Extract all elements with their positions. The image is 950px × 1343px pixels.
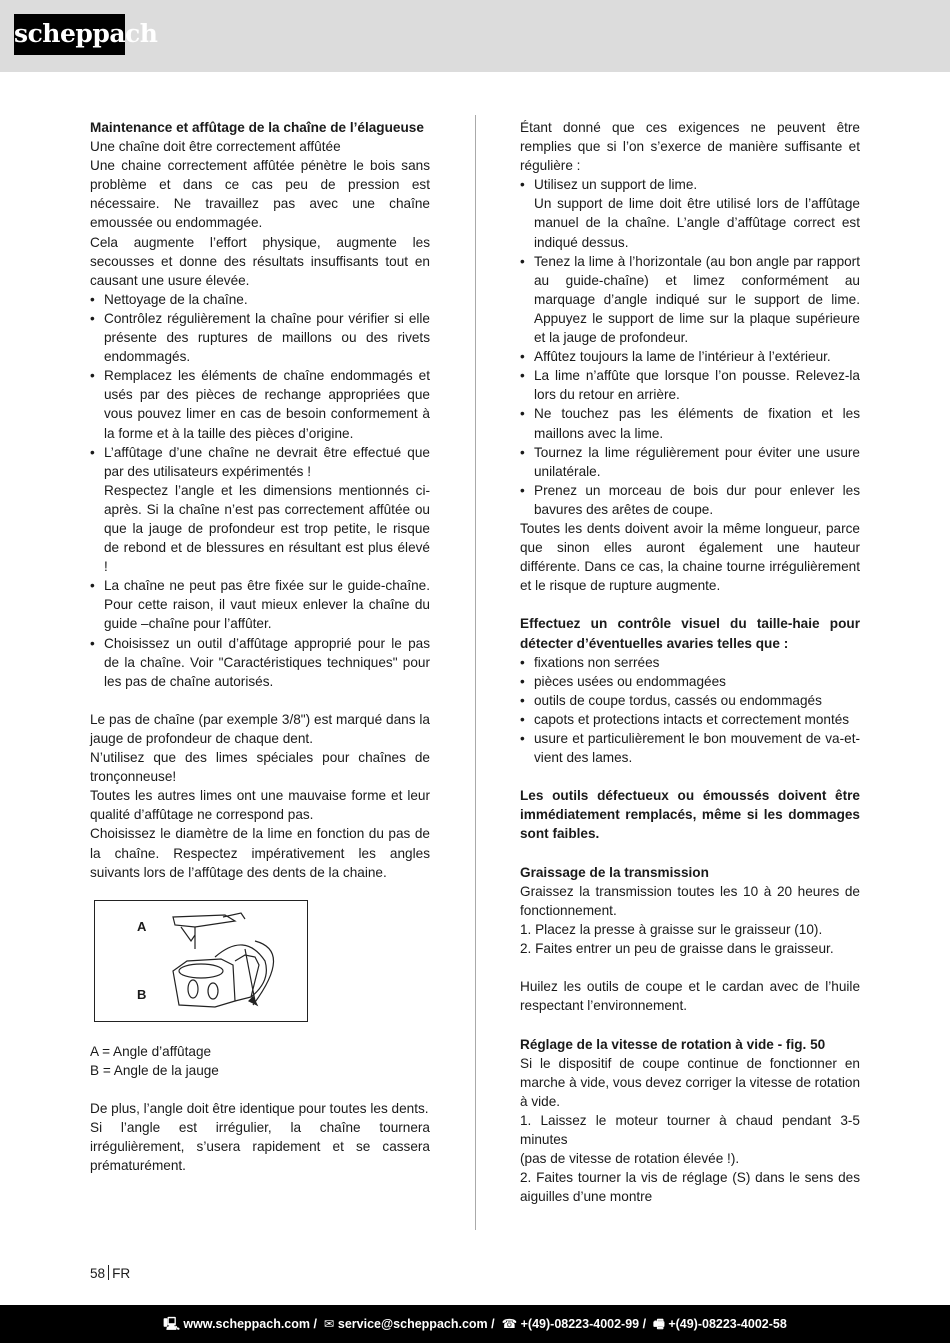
fax-number: +(49)-08223-4002-58: [668, 1317, 787, 1331]
list-item: • Prenez un morceau de bois dur pour enlever les bavures des arêtes de coupe.: [520, 481, 860, 519]
warning-text: Les outils défectueux ou émoussés doivent être immédiatement remplacés, même si les dommages sont faibles.: [520, 788, 860, 842]
list-item: [520, 175, 860, 251]
paragraph: Graissez la transmission toutes les 10 à 20 heures de fonctionnement.: [520, 883, 860, 918]
step-item: 1. Placez la presse à graisse sur le graisseur (10).: [520, 921, 823, 937]
step-item: 2. Faites entrer un peu de graisse dans le graisseur.: [520, 941, 834, 957]
visual-check-title: Effectuez un contrôle visuel du taille-haie pour détecter d’éventuelles avaries telles que :: [520, 616, 860, 651]
list-item: • outils de coupe tordus, cassés ou endommagés: [520, 691, 860, 710]
section-title: Maintenance et affûtage de la chaîne de l’élagueuse: [90, 120, 424, 135]
paragraph: Choisissez le diamètre de la lime en fonction du pas de la chaîne. Respectez impérativement les angles suivants lors de l’affûtage des dents de la chaine.: [90, 826, 430, 880]
list-item: • Affûtez toujours la lame de l’intérieur à l’extérieur.: [520, 347, 860, 366]
list-item: • Ne touchez pas les éléments de fixation et les maillons avec la lime.: [520, 404, 860, 442]
list-item-continuation: Respectez l’angle et les dimensions mentionnés ci-après. Si la chaîne n’est pas correctement affûtée ou que la jauge de profondeur est trop petite, le risque de rebond et de blessures en résultant est plus élevé !: [104, 482, 430, 575]
right-column: [520, 118, 860, 1206]
list-item-text: L’affûtage d’une chaîne ne devrait être effectué que par des utilisateurs expérimentés !: [104, 444, 430, 479]
email-link[interactable]: service@scheppach.com /: [337, 1317, 495, 1331]
page-lang: FR: [112, 1266, 131, 1281]
legend-b: B = Angle de la jauge: [90, 1062, 219, 1078]
brand-logo: scheppach: [14, 14, 125, 55]
list-item: • pièces usées ou endommagées: [520, 672, 860, 691]
legend-a: A = Angle d’affûtage: [90, 1043, 212, 1059]
paragraph: De plus, l’angle doit être identique pour toutes les dents.: [90, 1101, 429, 1117]
paragraph: Si le dispositif de coupe continue de fonctionner en marche à vide, vous devez corriger la vitesse de rotation à vide.: [520, 1055, 861, 1109]
step-item: (pas de vitesse de rotation élevée !).: [520, 1151, 740, 1167]
bullet-list: [90, 290, 430, 691]
list-item-text: Utilisez un support de lime.: [534, 177, 698, 193]
phone-number: +(49)-08223-4002-99 /: [520, 1317, 647, 1331]
paragraph: Cela augmente l’effort physique, augmente les secousses et donne des résultats insuffisants tout en causant une usure élevée.: [90, 234, 430, 288]
paragraph: Huilez les outils de coupe et le cardan avec de l’huile respectant l’environnement.: [520, 979, 860, 1014]
paragraph: Si l’angle est irrégulier, la chaîne tournera irrégulièrement, s’usera rapidement et se cassera prématurément.: [90, 1120, 430, 1174]
grease-title: Graissage de la transmission: [520, 864, 709, 880]
sharpening-angle-figure: [94, 900, 308, 1022]
visual-check-list: [520, 653, 860, 768]
column-divider: [475, 115, 476, 1230]
list-item-continuation: Un support de lime doit être utilisé lors de l’affûtage manuel de la chaîne. L’angle d’affûtage correct est indiqué dessus.: [534, 196, 860, 250]
list-item: • Nettoyage de la chaîne.: [90, 290, 430, 309]
list-item: • Remplacez les éléments de chaîne endommagés et usés par des pièces de rechange appropriées que vous pouvez limer en cas de besoin conformement à la forme et à la taille des pièces d’origine.: [90, 366, 430, 442]
list-item: [90, 443, 430, 577]
list-item: • fixations non serrées: [520, 653, 860, 672]
paragraph: Une chaîne doit être correctement affûtée: [90, 139, 341, 155]
paragraph: Étant donné que ces exigences ne peuvent être remplies que si l’on s’exerce de manière suffisante et régulière :: [520, 120, 860, 174]
mail-icon: ✉: [323, 1317, 335, 1331]
list-item: • capots et protections intacts et correctement montés: [520, 710, 860, 729]
list-item: • La chaîne ne peut pas être fixée sur le guide-chaîne. Pour cette raison, il vaut mieux enlever la chaîne du guide –chaîne pour l’affûter.: [90, 576, 430, 633]
figure-label-a: A: [137, 918, 147, 934]
list-item: • Tournez la lime régulièrement pour éviter une usure unilatérale.: [520, 443, 860, 481]
figure-label-b: B: [137, 986, 147, 1002]
list-item: • Tenez la lime à l’horizontale (au bon angle par rapport au guide-chaîne) et limez conformément au marquage d’angle indiqué sur le support de lime. Appuyez le support de lime sur la plaque supérieure et la jauge de profondeur.: [520, 252, 860, 347]
list-item: • La lime n’affûte que lorsque l’on pousse. Relevez-la lors du retour en arrière.: [520, 366, 860, 404]
computer-icon: 🖳: [163, 1317, 180, 1331]
paragraph: Le pas de chaîne (par exemple 3/8") est marqué dans la jauge de profondeur de chaque dent.: [90, 711, 430, 746]
page-number: 58: [90, 1266, 106, 1281]
speed-title: Réglage de la vitesse de rotation à vide - fig. 50: [520, 1036, 826, 1052]
list-item: • Choisissez un outil d’affûtage approprié pour le pas de la chaîne. Voir "Caractéristiques techniques" pour les pas de chaîne autorisés.: [90, 634, 430, 691]
page-number-block: [90, 1265, 130, 1281]
list-item: • Contrôlez régulièrement la chaîne pour vérifier si elle présente des ruptures de maillons ou des rivets endommagés.: [90, 309, 430, 366]
phone-icon: ☎: [501, 1317, 518, 1331]
paragraph: Toutes les autres limes ont une mauvaise forme et leur qualité d’affûtage ne correspond pas.: [90, 788, 430, 823]
step-item: 2. Faites tourner la vis de réglage (S) dans le sens des aiguilles d’une montre: [520, 1170, 860, 1205]
chain-tooth-diagram: [95, 901, 307, 1021]
paragraph: Une chaine correctement affûtée pénètre le bois sans problème et dans ce cas peu de pression est nécessaire. Ne travaillez pas avec une chaîne emoussée ou endommagée.: [90, 158, 430, 231]
left-column: [90, 118, 430, 1175]
page-footer: [0, 1305, 950, 1343]
website-link[interactable]: www.scheppach.com /: [183, 1317, 317, 1331]
paragraph: Toutes les dents doivent avoir la même longueur, parce que sinon elles auront également une hauteur différente. Dans ce cas, la chaine tourne irrégulièrement et le risque de rupture augmente.: [520, 520, 860, 594]
page-header: [0, 0, 950, 72]
fax-icon: 🖷: [653, 1317, 665, 1331]
bullet-list: [520, 175, 860, 519]
step-item: 1. Laissez le moteur tourner à chaud pendant 3-5 minutes: [520, 1112, 860, 1147]
list-item: • usure et particulièrement le bon mouvement de va-et-vient des lames.: [520, 729, 860, 767]
paragraph: N’utilisez que des limes spéciales pour chaînes de tronçonneuse!: [90, 750, 430, 785]
